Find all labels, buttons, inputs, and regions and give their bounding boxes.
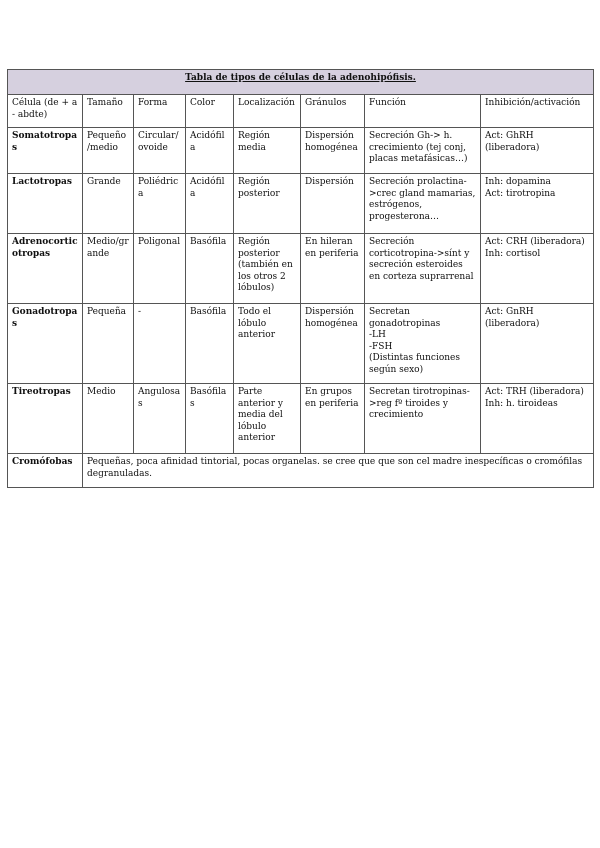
table-cell: Dispersión homogénea <box>301 128 365 174</box>
table-cell: Medio <box>83 384 134 454</box>
table-cell: Pequeño /medio <box>83 128 134 174</box>
table-row <box>8 128 594 174</box>
table-cell: Angulosas <box>134 384 186 454</box>
header-granulos: Gránulos <box>301 95 365 128</box>
table-cell: Act: GnRH (liberadora) <box>481 304 594 384</box>
table-cell: Poligonal <box>134 234 186 304</box>
table-cell: Medio/grande <box>83 234 134 304</box>
table-cell: Todo el lóbulo anterior <box>234 304 301 384</box>
table-cell: - <box>134 304 186 384</box>
header-celula: Célula (de + a - abdte) <box>8 95 83 128</box>
cell-type-name: Gonadotropas <box>8 304 83 384</box>
table-cell: Poliédrica <box>134 174 186 234</box>
cell-type-name: Cromófobas <box>8 454 83 488</box>
cell-type-name: Somatotropas <box>8 128 83 174</box>
table-cell: Parte anterior y media del lóbulo anterior <box>234 384 301 454</box>
table-cell: Dispersión homogénea <box>301 304 365 384</box>
table-cell: Act: GhRH (liberadora) <box>481 128 594 174</box>
table-cell: En grupos en periferia <box>301 384 365 454</box>
table-cell: Basófila <box>186 304 234 384</box>
table-row <box>8 384 594 454</box>
table-cell: Secreción Gh-> h. crecimiento (tej conj, placas metafásicas…) <box>365 128 481 174</box>
cell-type-name: Tireotropas <box>8 384 83 454</box>
table-cell: Secreción corticotropina->sínt y secreción esteroides en corteza suprarrenal <box>365 234 481 304</box>
table-cell: Basófilas <box>186 384 234 454</box>
table-row <box>8 304 594 384</box>
title-row <box>8 70 594 95</box>
table-cell: Acidófila <box>186 174 234 234</box>
table-cell: Acidófila <box>186 128 234 174</box>
table-cell: Región media <box>234 128 301 174</box>
header-forma: Forma <box>134 95 186 128</box>
table-cell: Región posterior (también en los otros 2 lóbulos) <box>234 234 301 304</box>
table-cell: Secreción prolactina->crec gland mamarias, estrógenos, progesterona… <box>365 174 481 234</box>
table-cell: Act: CRH (liberadora) Inh: cortisol <box>481 234 594 304</box>
table-cell: Dispersión <box>301 174 365 234</box>
cell-types-table <box>7 69 594 488</box>
table-cell: Grande <box>83 174 134 234</box>
table-cell-merged: Pequeñas, poca afinidad tintorial, pocas organelas. se cree que que son cel madre inespecíficas o cromófilas degranuladas. <box>83 454 594 488</box>
header-funcion: Función <box>365 95 481 128</box>
cell-type-name: Lactotropas <box>8 174 83 234</box>
table-cell: En hileran en periferia <box>301 234 365 304</box>
table-cell: Act: TRH (liberadora) Inh: h. tiroideas <box>481 384 594 454</box>
header-color: Color <box>186 95 234 128</box>
table-title: Tabla de tipos de células de la adenohipófisis. <box>8 70 594 95</box>
table-cell: Inh: dopamina Act: tirotropina <box>481 174 594 234</box>
table-cell: Pequeña <box>83 304 134 384</box>
header-row <box>8 95 594 128</box>
table-row-cromofobas <box>8 454 594 488</box>
header-inhibicion: Inhibición/activación <box>481 95 594 128</box>
table-cell: Secretan gonadotropinas -LH -FSH (Distintas funciones según sexo) <box>365 304 481 384</box>
table-cell: Circular/ ovoide <box>134 128 186 174</box>
header-localizacion: Localización <box>234 95 301 128</box>
table-cell: Secretan tirotropinas->reg fº tiroides y crecimiento <box>365 384 481 454</box>
table-row <box>8 174 594 234</box>
cell-type-name: Adrenocorticotropas <box>8 234 83 304</box>
table-cell: Región posterior <box>234 174 301 234</box>
table-row <box>8 234 594 304</box>
header-tamano: Tamaño <box>83 95 134 128</box>
table-cell: Basófila <box>186 234 234 304</box>
